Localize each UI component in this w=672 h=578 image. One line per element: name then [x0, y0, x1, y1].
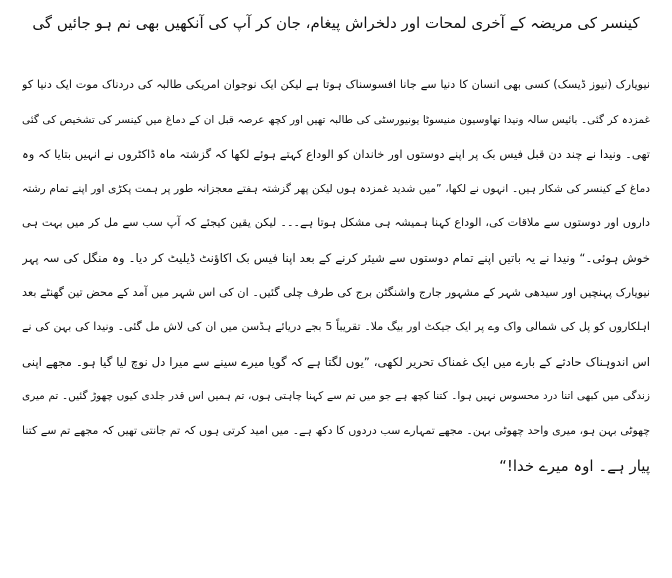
- article-line: اس اندوہناک حادثے کے بارے میں ایک غمناک تحریر لکھی، ”یوں لگتا ہے کہ گویا میرے سینے سے میرا دل نوچ لیا گیا ہو۔ مجھے اپنی: [22, 354, 650, 369]
- article-line: نیویارک (نیوز ڈیسک) کسی بھی انسان کا دنیا سے جانا افسوسناک ہوتا ہے لیکن ایک نوجوان امریکی طالبہ کی دردناک موت ایک دنیا کو: [22, 78, 650, 91]
- article-line: پیار ہے۔ اوہ میرے خدا!“: [499, 456, 650, 475]
- article-line: دماغ کے کینسر کی شکار ہیں۔ انہوں نے لکھا، ”میں شدید غمزدہ ہوں لیکن پھر گزشتہ ہفتے معجزانہ طور پر ہمت پکڑی اور اپنے تمام رشتہ: [22, 181, 650, 195]
- article-line: غمزدہ کر گئی۔ بائیس سالہ ونیدا تھاوسیون منیسوٹا یونیورسٹی کی طالبہ تھیں اور کچھ عرصہ قبل ان کے دماغ میں کینسر کی تشخیص کی گئی: [22, 113, 650, 126]
- article-line: نیویارک پہنچیں اور سیدھی شہر کے مشہور جارج واشنگٹن برج کی طرف چلی گئیں۔ ان کی اس شہر میں آمد کے محض تین گھنٹے بعد: [22, 285, 650, 299]
- article-body: [22, 68, 650, 483]
- article-line: داروں اور دوستوں سے ملاقات کی، الوداع کہنا ہمیشہ ہی مشکل ہوتا ہے۔۔۔ لیکن یقین کیجئے کہ آپ سب سے مل کر میں بہت ہی: [22, 216, 650, 230]
- article-line: تھی۔ ونیدا نے چند دن قبل فیس بک پر اپنے دوستوں اور خاندان کو الوداع کہتے ہوئے لکھا کہ گزشتہ ماہ ڈاکٹروں نے انہیں بتایا کہ وہ: [22, 147, 650, 162]
- article-headline: کینسر کی مریضہ کے آخری لمحات اور دلخراش پیغام، جان کر آپ کی آنکھیں بھی نم ہو جائیں گی: [32, 14, 640, 32]
- article-line: زندگی میں کبھی اتنا درد محسوس نہیں ہوا۔ کتنا کچھ ہے جو میں تم سے کہنا چاہتی ہوں، تم ہمیں اس قدر جلدی کیوں چھوڑ گئیں۔ تم میری: [22, 390, 650, 403]
- article-line: اہلکاروں کو پل کی شمالی واک وے پر ایک جیکٹ اور بیگ ملا۔ تقریباً 5 بجے دریائے ہڈسن میں ان کی لاش مل گئی۔ ونیدا کی بہن کی نے: [22, 320, 650, 334]
- article-line: چھوٹی بہن ہو، میری واحد چھوٹی بہن۔ مجھے تمہارے سب دردوں کا دکھ ہے۔ میں امید کرتی ہوں کہ تم جانتی تھیں کہ مجھے تم سے کتنا: [22, 423, 650, 437]
- article-line: خوش ہوئی۔“ ونیدا نے یہ باتیں اپنے تمام دوستوں سے شیئر کرنے کے بعد اپنا فیس بک اکاؤنٹ ڈیلیٹ کر دیا۔ وہ منگل کی سہ پہر: [22, 250, 650, 265]
